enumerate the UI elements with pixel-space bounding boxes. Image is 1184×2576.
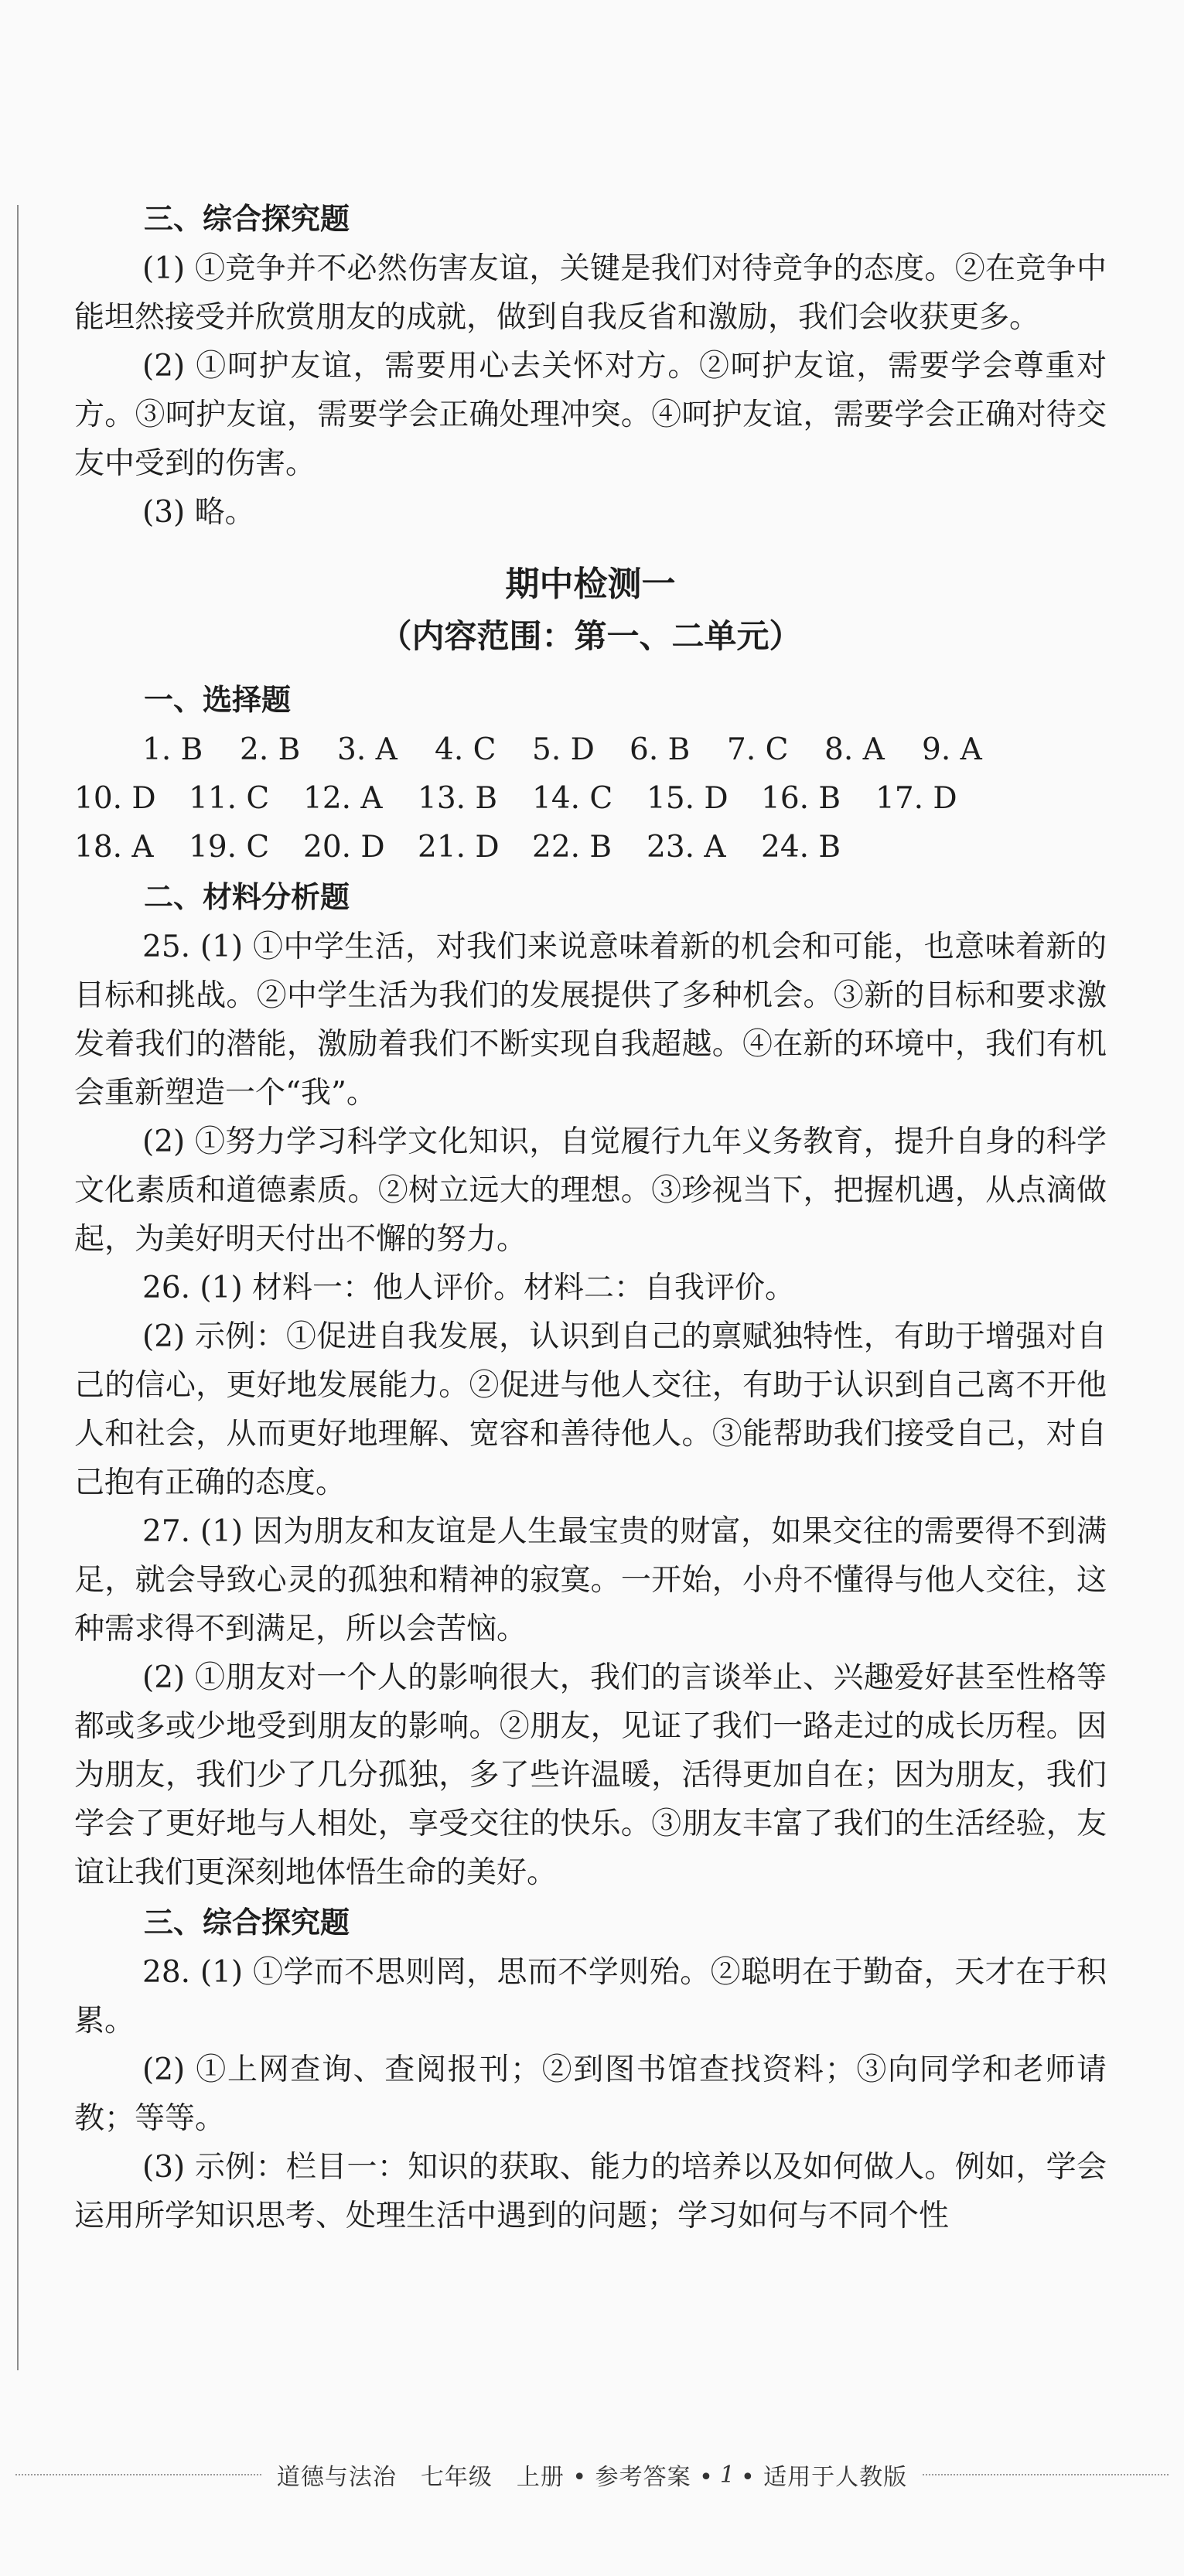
choice-answer: 9. A <box>922 732 982 767</box>
choice-answer: 22. B <box>532 830 612 865</box>
choice-answer: 5. D <box>532 732 595 767</box>
choice-answer: 12. A <box>303 781 383 816</box>
left-margin-rule <box>17 205 19 2370</box>
answer-paragraph: (2) ①朋友对一个人的影响很大，我们的言谈举止、兴趣爱好甚至性格等都或多或少地受到朋友的影响。②朋友，见证了我们一路走过的成长历程。因为朋友，我们少了几分孤独，多了些许温暖，活得更加自在；因为朋友，我们学会了更好地与人相处，享受交往的快乐。③朋友丰富了我们的生活经验，友谊让我们更深刻地体悟生命的美好。 <box>74 1660 1107 1890</box>
choice-answer: 16. B <box>761 781 841 816</box>
answer-paragraph: 25. (1) ①中学生活，对我们来说意味着新的机会和可能，也意味着新的目标和挑战。②中学生活为我们的发展提供了多种机会。③新的目标和要求激发着我们的潜能，激励着我们不断实现自我超越。④在新的环境中，我们有机会重新塑造一个“我”。 <box>74 930 1107 1111</box>
footer-right-text: • 适用于人教版 <box>740 2464 908 2491</box>
page-footer <box>0 2451 1184 2498</box>
choice-answer: 18. A <box>74 830 154 865</box>
answer-row <box>74 774 1107 823</box>
choice-answer: 17. D <box>875 781 957 816</box>
choice-answer: 6. B <box>630 732 691 767</box>
footer-dotted-rule <box>15 2474 261 2475</box>
choice-answer: 24. B <box>761 830 841 865</box>
answer-row <box>74 725 1107 774</box>
section-heading-choice: 一、选择题 <box>144 683 292 717</box>
page-number: 1 <box>719 2461 735 2489</box>
section-heading-inquiry-a: 三、综合探究题 <box>144 202 350 236</box>
answer-paragraph: (1) ①竞争并不必然伤害友谊，关键是我们对待竞争的态度。②在竞争中能坦然接受并欣赏朋友的成就，做到自我反省和激励，我们会收获更多。 <box>74 251 1107 335</box>
choice-answers <box>74 725 1107 872</box>
answer-paragraph: (2) ①努力学习科学文化知识，自觉履行九年义务教育，提升自身的科学文化素质和道德素质。②树立远大的理想。③珍视当下，把握机遇，从点滴做起，为美好明天付出不懈的努力。 <box>74 1124 1107 1257</box>
answer-paragraph: (2) 示例：①促进自我发展，认识到自己的禀赋独特性，有助于增强对自己的信心，更好地发展能力。②促进与他人交往，有助于认识到自己离不开他人和社会，从而更好地理解、宽容和善待他人。③能帮助我们接受自己，对自己抱有正确的态度。 <box>74 1319 1107 1500</box>
choice-answer: 8. A <box>824 732 885 767</box>
choice-answer: 14. C <box>532 781 613 816</box>
exam-title: 期中检测一 <box>505 565 676 604</box>
answer-row <box>74 823 1107 872</box>
choice-answer: 3. A <box>337 732 398 767</box>
choice-answer: 2. B <box>240 732 301 767</box>
choice-answer: 15. D <box>647 781 728 816</box>
answer-paragraph: 28. (1) ①学而不思则罔，思而不学则殆。②聪明在于勤奋，天才在于积累。 <box>74 1955 1107 2039</box>
section-heading-material: 二、材料分析题 <box>144 880 350 914</box>
choice-answer: 13. B <box>418 781 498 816</box>
page-content <box>74 193 1107 2240</box>
section-heading-inquiry-b: 三、综合探究题 <box>144 1906 350 1940</box>
choice-answer: 20. D <box>303 830 385 865</box>
choice-answer: 7. C <box>727 732 789 767</box>
answer-paragraph: (2) ①呵护友谊，需要用心去关怀对方。②呵护友谊，需要学会尊重对方。③呵护友谊，需要学会正确处理冲突。④呵护友谊，需要学会正确对待交友中受到的伤害。 <box>74 349 1107 481</box>
exam-subtitle: （内容范围：第一、二单元） <box>379 617 802 655</box>
answer-paragraph: 27. (1) 因为朋友和友谊是人生最宝贵的财富，如果交往的需要得不到满足，就会导致心灵的孤独和精神的寂寞。一开始，小舟不懂得与他人交往，这种需求得不到满足，所以会苦恼。 <box>74 1514 1107 1646</box>
choice-answer: 23. A <box>647 830 726 865</box>
choice-answer: 4. C <box>435 732 496 767</box>
answer-paragraph: (3) 示例：栏目一：知识的获取、能力的培养以及如何做人。例如，学会运用所学知识思考、处理生活中遇到的问题；学习如何与不同个性 <box>74 2150 1107 2233</box>
footer-left-text: 道德与法治 七年级 上册 • 参考答案 • <box>276 2464 714 2491</box>
answer-paragraph: (3) 略。 <box>142 495 255 530</box>
answer-paragraph: 26. (1) 材料一：他人评价。材料二：自我评价。 <box>142 1271 796 1305</box>
choice-answer: 19. C <box>189 830 270 865</box>
answer-paragraph: (2) ①上网查询、查阅报刊；②到图书馆查找资料；③向同学和老师请教；等等。 <box>74 2052 1107 2136</box>
choice-answer: 11. C <box>189 781 270 816</box>
choice-answer: 1. B <box>142 732 203 767</box>
choice-answer: 21. D <box>418 830 500 865</box>
footer-dotted-rule <box>923 2474 1169 2475</box>
choice-answer: 10. D <box>74 781 156 816</box>
